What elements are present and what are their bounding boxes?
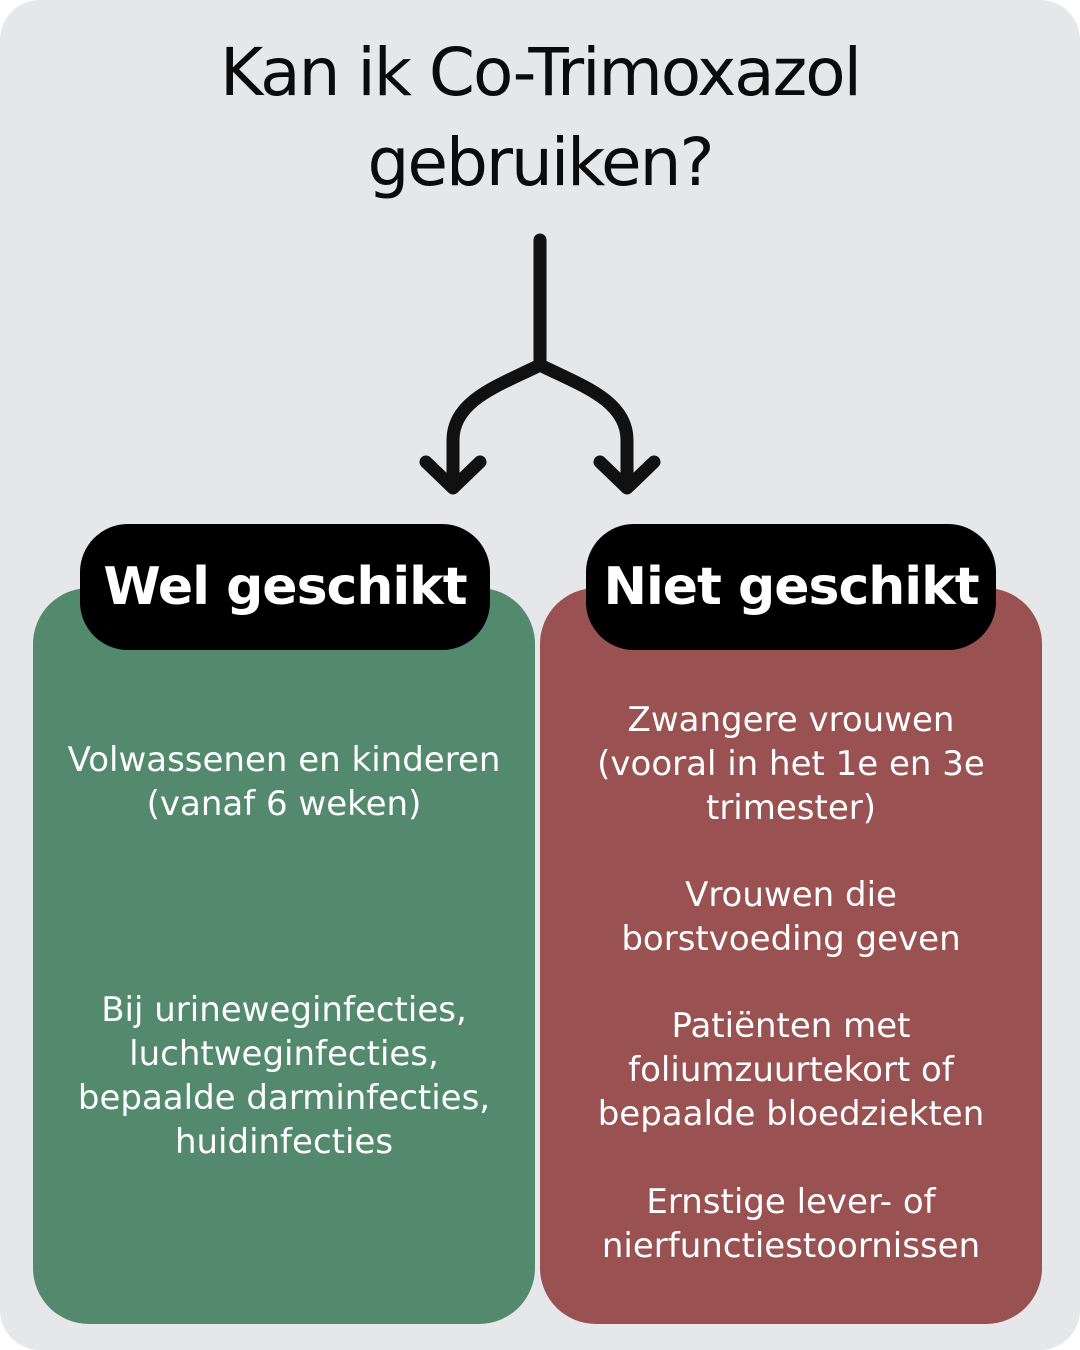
suitable-item-2: Bij urineweginfecties, luchtweginfecties, bepaalde darminfecties, huidinfecties xyxy=(77,990,491,1162)
not-suitable-label: Niet geschikt xyxy=(586,524,996,650)
not-suitable-item-1: Zwangere vrouwen (vooral in het 1e en 3e trimester) xyxy=(597,700,985,828)
split-arrow-icon xyxy=(0,0,1080,520)
not-suitable-item-2: Vrouwen die borstvoeding geven xyxy=(621,875,961,959)
title-line-1: Kan ik Co-Trimoxazol xyxy=(220,34,860,111)
suitable-item-1: Volwassenen en kinderen (vanaf 6 weken) xyxy=(67,740,501,824)
not-suitable-item-4: Ernstige lever- of nierfunctiestoornissen xyxy=(601,1182,981,1266)
suitable-card xyxy=(33,588,535,1324)
title-line-2: gebruiken? xyxy=(367,124,713,201)
not-suitable-item-3: Patiënten met foliumzuurtekort of bepaalde bloedziekten xyxy=(597,1006,985,1134)
suitable-label: Wel geschikt xyxy=(80,524,490,650)
